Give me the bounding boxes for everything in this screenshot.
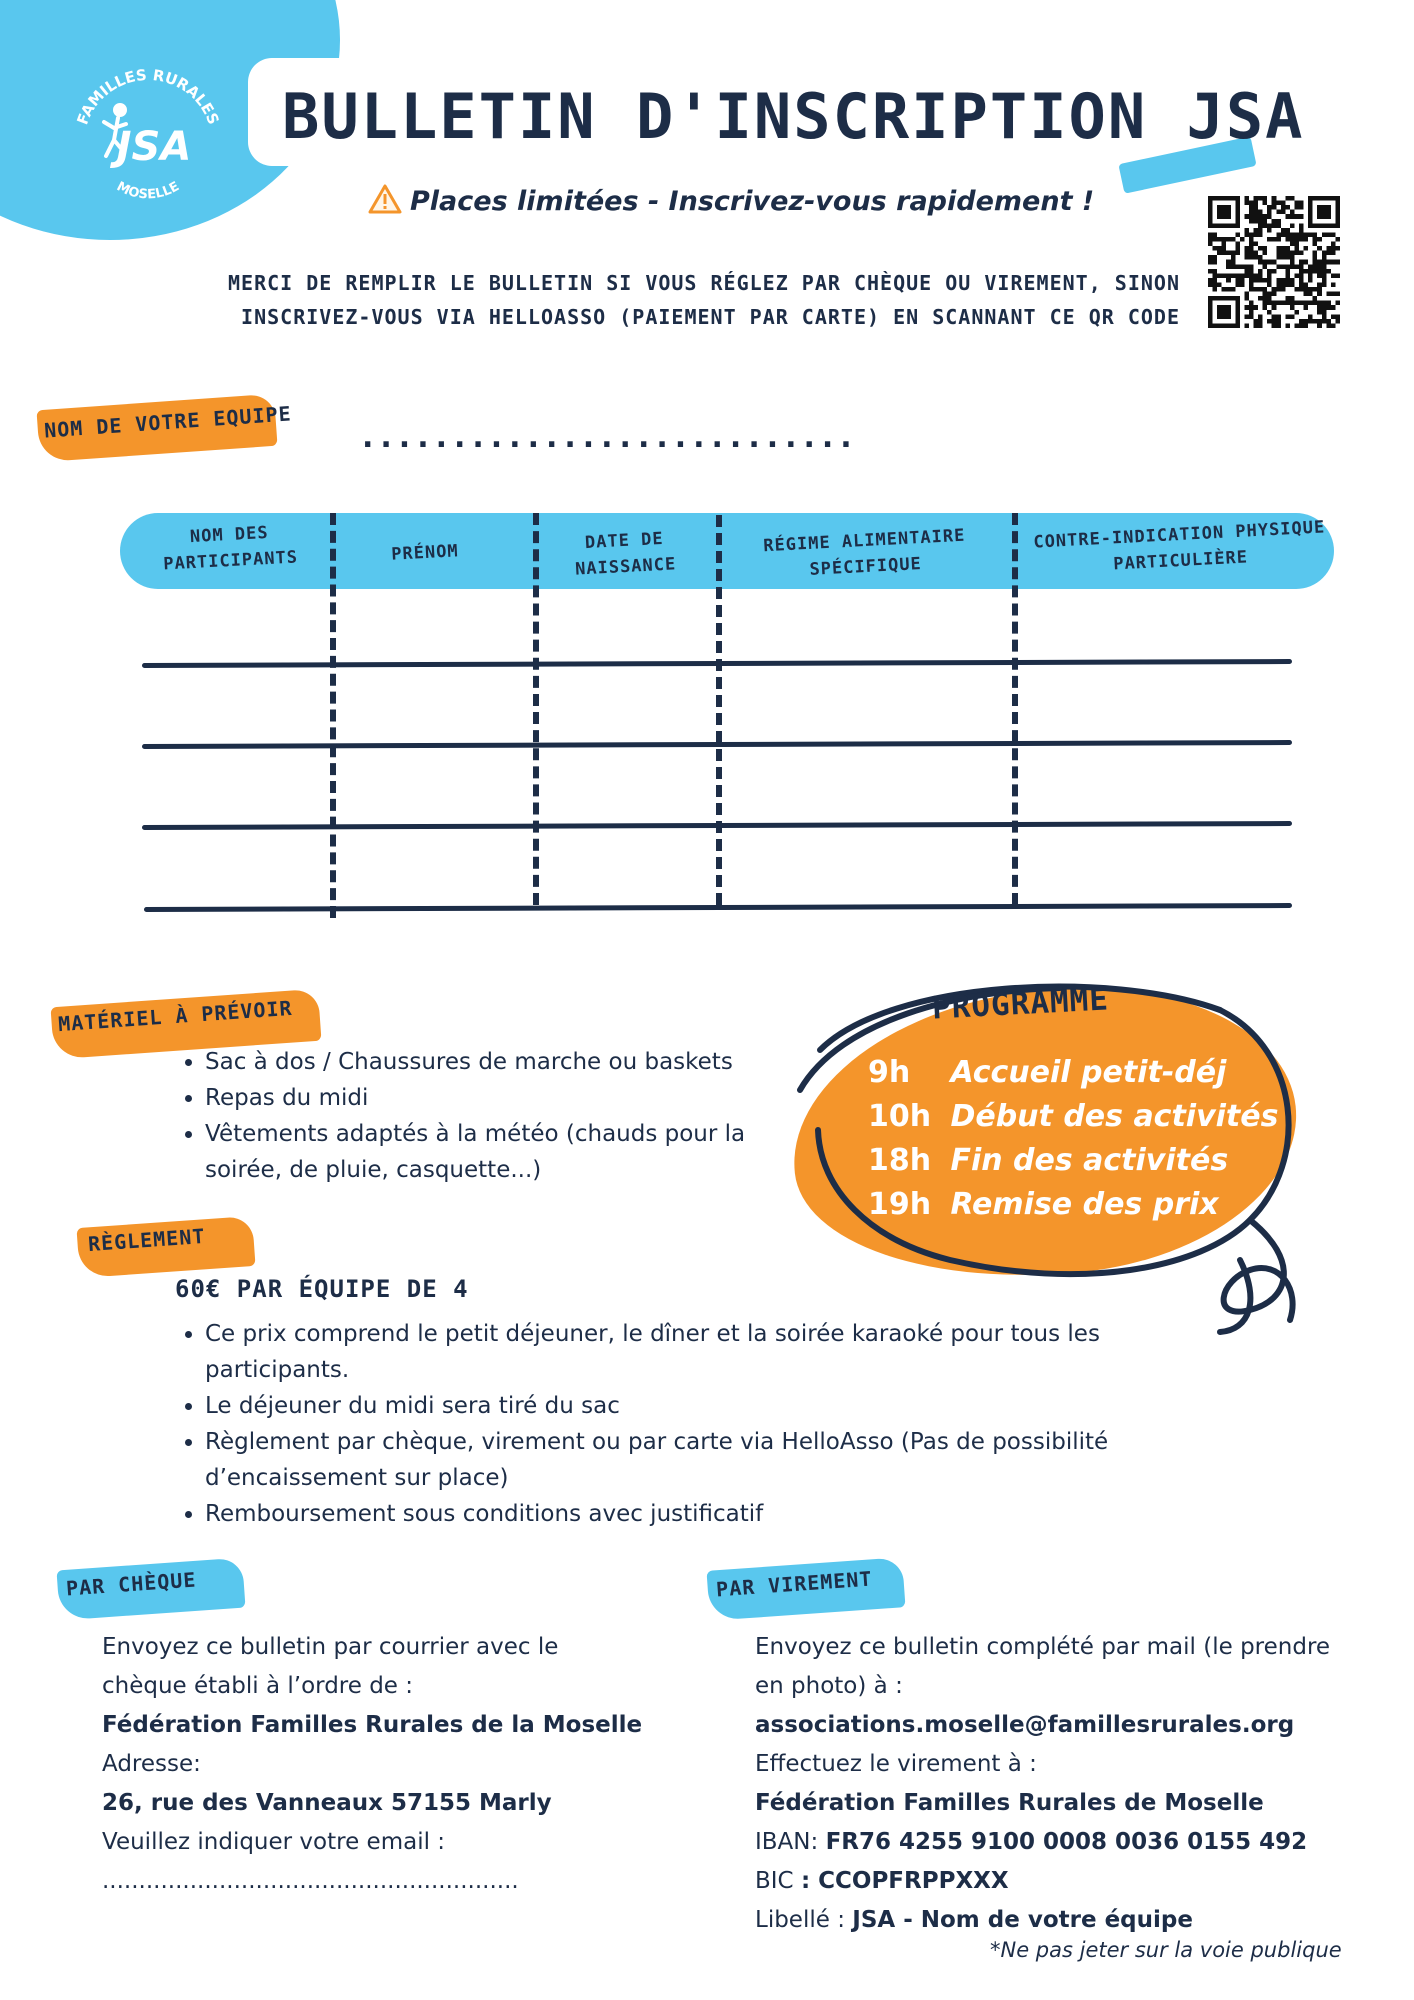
- bic-value: : CCOPFRPPXXX: [800, 1868, 1009, 1894]
- programme-row: [868, 1099, 1278, 1134]
- th-date-line2: NAISSANCE: [574, 554, 677, 580]
- programme-title: PROGRAMME: [931, 981, 1110, 1027]
- logo-arc-top: FAMILLES RURALES: [73, 65, 223, 128]
- list-item: • Remboursement sous conditions avec justificatif: [205, 1496, 1215, 1532]
- virement-transfer-label: Effectuez le virement à :: [755, 1751, 1037, 1777]
- svg-text:MOSELLE: [114, 179, 182, 202]
- cheque-email-input[interactable]: .........................................................: [102, 1868, 519, 1894]
- virement-org: Fédération Familles Rurales de Moselle: [755, 1790, 1264, 1816]
- th-regime-line1: RÉGIME ALIMENTAIRE: [762, 525, 966, 557]
- footer-note: *Ne pas jeter sur la voie publique: [990, 1938, 1342, 1962]
- virement-block: [755, 1628, 1395, 1940]
- th-regime-line2: SPÉCIFIQUE: [809, 554, 923, 580]
- instructions-line-1: MERCI DE REMPLIR LE BULLETIN SI VOUS RÉGLEZ PAR CHÈQUE OU VIREMENT, SINON: [228, 271, 1180, 295]
- programme-time: 19h: [868, 1187, 932, 1222]
- list-item: • Vêtements adaptés à la météo (chauds pour la soirée, de pluie, casquette...): [205, 1116, 805, 1188]
- libelle-value: JSA - Nom de votre équipe: [852, 1907, 1193, 1933]
- instructions-line-2: INSCRIVEZ-VOUS VIA HELLOASSO (PAIEMENT PAR CARTE) EN SCANNANT CE QR CODE: [241, 305, 1180, 329]
- libelle-label: Libellé :: [755, 1907, 845, 1933]
- reglement-list: [175, 1316, 1215, 1532]
- cheque-block: [102, 1628, 662, 1901]
- th-prenom-line1: PRÉNOM: [390, 541, 460, 565]
- programme-time: 10h: [868, 1099, 932, 1134]
- th-date: [544, 524, 707, 584]
- qr-code[interactable]: [1208, 196, 1340, 328]
- logo-center-text: JSA: [116, 124, 192, 170]
- iban-value: FR76 4255 9100 0008 0036 0155 492: [825, 1829, 1308, 1855]
- list-item: • Ce prix comprend le petit déjeuner, le dîner et la soirée karaoké pour tous les participants.: [205, 1316, 1215, 1388]
- virement-line-1: Envoyez ce bulletin complété par mail (le prendre: [755, 1634, 1331, 1660]
- virement-bic-row: [755, 1862, 1395, 1901]
- th-nom-line1: NOM DES: [189, 522, 270, 548]
- table-row-line-4: [144, 903, 1292, 912]
- svg-text:FAMILLES RURALES: [73, 66, 222, 127]
- logo-arc-bottom: MOSELLE: [114, 179, 183, 203]
- materiel-list: [175, 1044, 805, 1188]
- materiel-label: MATÉRIEL À PRÉVOIR: [57, 995, 294, 1037]
- cheque-email-prompt: Veuillez indiquer votre email :: [102, 1829, 446, 1855]
- programme-activity: Remise des prix: [950, 1187, 1219, 1222]
- table-divider-3: [716, 515, 722, 905]
- cheque-org: Fédération Familles Rurales de la Moselle: [102, 1712, 643, 1738]
- th-nom-line2: PARTICIPANTS: [162, 547, 299, 575]
- cheque-line-1: Envoyez ce bulletin par courrier avec le: [102, 1634, 559, 1660]
- page-title: BULLETIN D'INSCRIPTION JSA: [282, 80, 1305, 153]
- table-divider-4: [1012, 513, 1018, 905]
- programme-row: [868, 1187, 1219, 1222]
- cheque-label: PAR CHÈQUE: [65, 1567, 198, 1601]
- virement-email[interactable]: associations.moselle@famillesrurales.org: [755, 1712, 1295, 1738]
- instructions: [200, 266, 1180, 334]
- cheque-line-2: chèque établi à l’ordre de :: [102, 1673, 414, 1699]
- team-name-label: NOM DE VOTRE EQUIPE: [43, 401, 293, 443]
- th-nom: [149, 518, 312, 578]
- programme-activity: Début des activités: [950, 1099, 1279, 1134]
- virement-iban-row: [755, 1823, 1395, 1862]
- reglement-label: RÈGLEMENT: [87, 1223, 207, 1257]
- list-item: • Le déjeuner du midi sera tiré du sac: [205, 1388, 1215, 1424]
- programme-activity: Fin des activités: [950, 1143, 1229, 1178]
- team-name-input[interactable]: ...........................: [362, 420, 859, 455]
- cheque-address-label: Adresse:: [102, 1751, 201, 1777]
- table-divider-2: [533, 513, 539, 905]
- programme-row: [868, 1143, 1228, 1178]
- th-date-line1: DATE DE: [584, 528, 665, 554]
- table-divider-1: [330, 513, 336, 918]
- price-text: 60€ PAR ÉQUIPE DE 4: [175, 1275, 469, 1303]
- warning-line: [368, 184, 1094, 217]
- virement-line-2: en photo) à :: [755, 1673, 903, 1699]
- programme-row: [868, 1055, 1226, 1090]
- th-ci-line2: PARTICULIÈRE: [1112, 547, 1249, 575]
- iban-label: IBAN:: [755, 1829, 819, 1855]
- warning-icon: [368, 184, 402, 214]
- virement-libelle-row: [755, 1901, 1395, 1940]
- bic-label: BIC: [755, 1868, 794, 1894]
- list-item: • Règlement par chèque, virement ou par carte via HelloAsso (Pas de possibilité d’encaissement sur place): [205, 1424, 1215, 1496]
- familles-rurales-logo: [62, 48, 234, 220]
- list-item: • Sac à dos / Chaussures de marche ou baskets: [205, 1044, 805, 1080]
- list-item: • Repas du midi: [205, 1080, 805, 1116]
- th-ci-line1: CONTRE-INDICATION PHYSIQUE: [1032, 517, 1326, 553]
- cheque-address: 26, rue des Vanneaux 57155 Marly: [102, 1790, 552, 1816]
- warning-text: Places limitées - Inscrivez-vous rapidement !: [410, 186, 1095, 217]
- programme-time: 18h: [868, 1143, 932, 1178]
- programme-time: 9h: [868, 1055, 911, 1090]
- programme-activity: Accueil petit-déj: [950, 1055, 1227, 1090]
- virement-label: PAR VIREMENT: [715, 1566, 874, 1602]
